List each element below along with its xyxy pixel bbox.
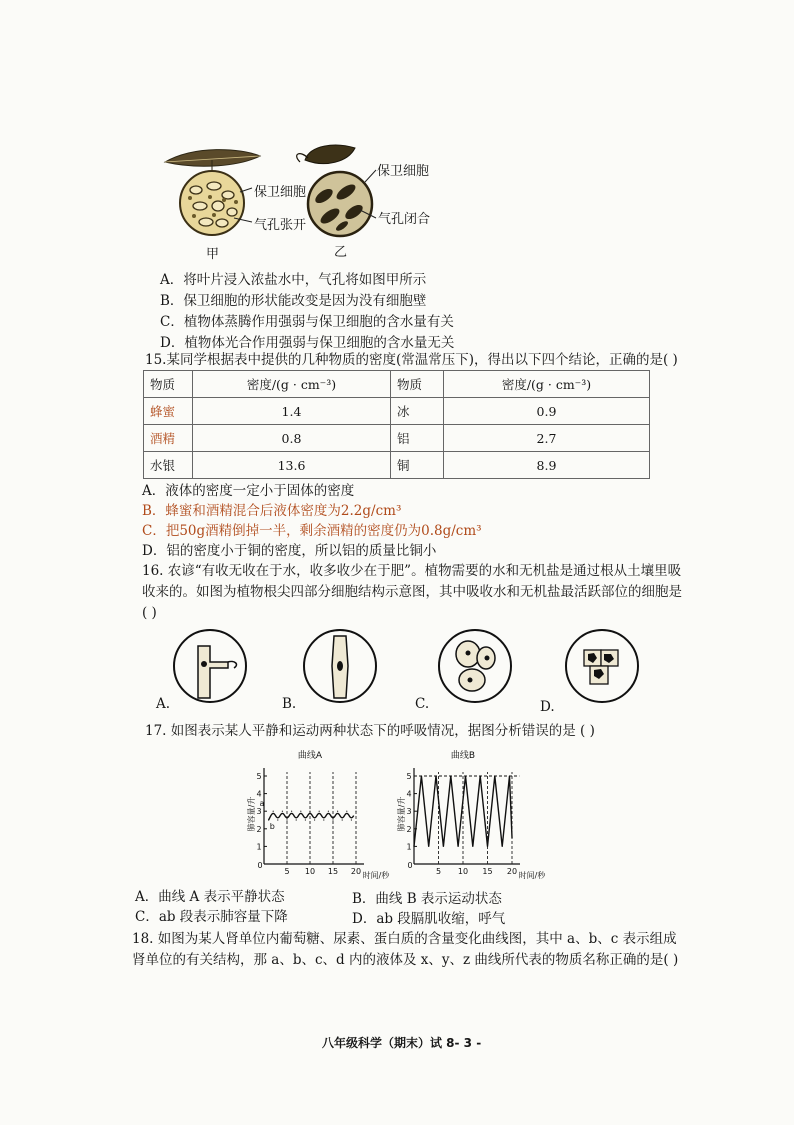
data-point [314, 819, 315, 820]
table-header-cell: 物质 [144, 371, 193, 398]
data-point [291, 811, 292, 812]
chart-title: 曲线B [450, 751, 476, 761]
q14-option-b: B．保卫细胞的形状能改变是因为没有细胞壁 [160, 293, 427, 309]
table-row [144, 425, 650, 452]
data-point [277, 819, 278, 820]
chart-title: 曲线A [297, 751, 323, 761]
data-point [309, 811, 310, 812]
data-point [342, 819, 343, 820]
x-tick-label: 5 [435, 867, 442, 876]
table-cell: 13.6 [193, 452, 391, 479]
chart-curve-a [248, 744, 388, 879]
q15-option-d: D．铝的密度小于铜的密度，所以铝的质量比铜小 [142, 543, 437, 559]
q16-label-d: D. [540, 699, 555, 715]
y-axis-label: 肺容量/升 [247, 796, 256, 832]
origin-label: 0 [407, 861, 413, 870]
data-point [458, 846, 459, 847]
data-point [351, 819, 352, 820]
q18-stem-line2: 肾单位的有关结构，那 a、b、c、d 内的液体及 x、y、z 曲线所代表的物质名称正确的是( ) [132, 952, 679, 968]
data-point [282, 811, 283, 812]
x-tick-label: 15 [327, 867, 339, 876]
x-axis-label: 时间/秒 [362, 871, 390, 880]
y-tick-label: 5 [406, 772, 412, 781]
q18-stem-line1: 18. 如图为某人肾单位内葡萄糖、尿素、蛋白质的含量变化曲线图，其中 a、b、c 表示组成 [132, 931, 677, 947]
q17-option-d: D．ab 段膈肌收缩，呼气 [352, 911, 506, 927]
data-point [273, 811, 274, 812]
q16-label-c: C. [415, 696, 430, 712]
data-point [443, 846, 444, 847]
q16-stem-line3: ( ) [142, 605, 157, 621]
y-tick-label: 4 [406, 789, 412, 799]
root-cells-figure [170, 628, 640, 710]
table-row [144, 452, 650, 479]
table-header-cell: 物质 [391, 371, 444, 398]
data-point [337, 811, 338, 812]
table-cell: 铜 [391, 452, 444, 479]
x-tick-label: 10 [457, 867, 469, 876]
density-table [143, 370, 650, 479]
caption-jia: 甲 [206, 247, 220, 262]
y-tick-label: 2 [256, 824, 262, 834]
cell-a-root-hair [174, 630, 246, 702]
label-guard-cell-left: 保卫细胞 [254, 185, 307, 200]
data-point [332, 819, 333, 820]
q16-stem-line2: 收来的。如图为植物根尖四部分细胞结构示意图，其中吸收水和无机盐最活跃部位的细胞是 [142, 584, 682, 600]
table-cell: 冰 [391, 398, 444, 425]
table-header-cell: 密度/(g · cm⁻³) [193, 371, 391, 398]
point-a-label: a [259, 798, 265, 808]
label-stoma-closed: 气孔闭合 [378, 212, 431, 227]
table-cell: 铝 [391, 425, 444, 452]
x-tick-label: 15 [482, 867, 493, 876]
table-cell: 0.8 [193, 425, 391, 452]
table-header-row [144, 371, 650, 398]
y-tick-label: 1 [256, 842, 262, 852]
table-cell: 水银 [144, 452, 193, 479]
q15-option-a: A．液体的密度一定小于固体的密度 [142, 483, 355, 499]
data-point [487, 846, 488, 847]
cell-c-root-cap [439, 630, 511, 702]
table-header-cell: 密度/(g · cm⁻³) [444, 371, 650, 398]
series-line [269, 813, 354, 820]
caption-yi: 乙 [334, 245, 348, 260]
origin-label: 0 [257, 861, 263, 870]
data-point [328, 811, 329, 812]
table-row [144, 398, 650, 425]
cell-b-elongation [304, 630, 376, 702]
label-stoma-open: 气孔张开 [254, 218, 307, 233]
table-cell: 2.7 [444, 425, 650, 452]
y-tick-label: 3 [256, 807, 262, 817]
y-tick-label: 5 [256, 772, 262, 781]
q17-option-c: C．ab 段表示肺容量下降 [135, 909, 288, 925]
table-cell: 8.9 [444, 452, 650, 479]
q14-option-c: C．植物体蒸腾作用强弱与保卫细胞的含水量有关 [160, 314, 454, 330]
chart-curve-b [398, 744, 548, 879]
data-point [472, 846, 473, 847]
table-cell: 0.9 [444, 398, 650, 425]
data-point [319, 811, 320, 812]
data-point [268, 819, 269, 820]
y-tick-label: 4 [256, 789, 262, 799]
data-point [346, 811, 347, 812]
cell-d-meristem [566, 630, 638, 702]
data-point [305, 819, 306, 820]
table-cell: 1.4 [193, 398, 391, 425]
data-point [413, 846, 414, 847]
y-axis-label: 肺容量/升 [397, 796, 406, 832]
x-tick-label: 5 [284, 867, 290, 876]
y-tick-label: 2 [406, 824, 412, 834]
data-point [355, 811, 356, 812]
data-point [502, 846, 503, 847]
x-tick-label: 10 [304, 867, 316, 876]
q16-label-a: A. [156, 696, 171, 712]
label-guard-cell-right: 保卫细胞 [377, 164, 430, 179]
q16-stem-line1: 16. 农谚“有收无收在于水，收多收少在于肥”。植物需要的水和无机盐是通过根从土壤里吸 [142, 563, 682, 579]
data-point [296, 819, 297, 820]
x-axis-label: 时间/秒 [518, 871, 546, 880]
q15-option-b: B．蜂蜜和酒精混合后液体密度为2.2g/cm³ [142, 503, 402, 519]
data-point [300, 811, 301, 812]
data-point [323, 819, 324, 820]
data-point [428, 846, 429, 847]
x-tick-label: 20 [350, 867, 362, 876]
q16-label-b: B. [282, 696, 297, 712]
q15-option-c: C．把50g酒精倒掉一半，剩余酒精的密度仍为0.8g/cm³ [142, 523, 482, 539]
page-footer: 八年级科学（期末）试 8- 3 - [322, 1036, 482, 1050]
q17-option-b: B．曲线 B 表示运动状态 [352, 891, 502, 907]
leaf-yi [305, 145, 355, 163]
point-b-label: b [269, 821, 275, 831]
table-cell: 酒精 [144, 425, 193, 452]
q14-option-d: D．植物体光合作用强弱与保卫细胞的含水量无关 [160, 335, 455, 351]
data-point [286, 819, 287, 820]
q14-option-a: A．将叶片浸入浓盐水中，气孔将如图甲所示 [160, 272, 427, 288]
y-tick-label: 1 [406, 842, 412, 852]
q17-stem: 17. 如图表示某人平静和运动两种状态下的呼吸情况，据图分析错误的是 ( ) [145, 723, 595, 739]
q15-stem: 15.某同学根据表中提供的几种物质的密度(常温常压下)，得出以下四个结论，正确的是( ) [145, 352, 678, 368]
q17-option-a: A．曲线 A 表示平静状态 [135, 889, 285, 905]
x-tick-label: 20 [506, 867, 518, 876]
data-point [511, 837, 512, 838]
y-tick-label: 3 [406, 807, 412, 817]
table-cell: 蜂蜜 [144, 398, 193, 425]
